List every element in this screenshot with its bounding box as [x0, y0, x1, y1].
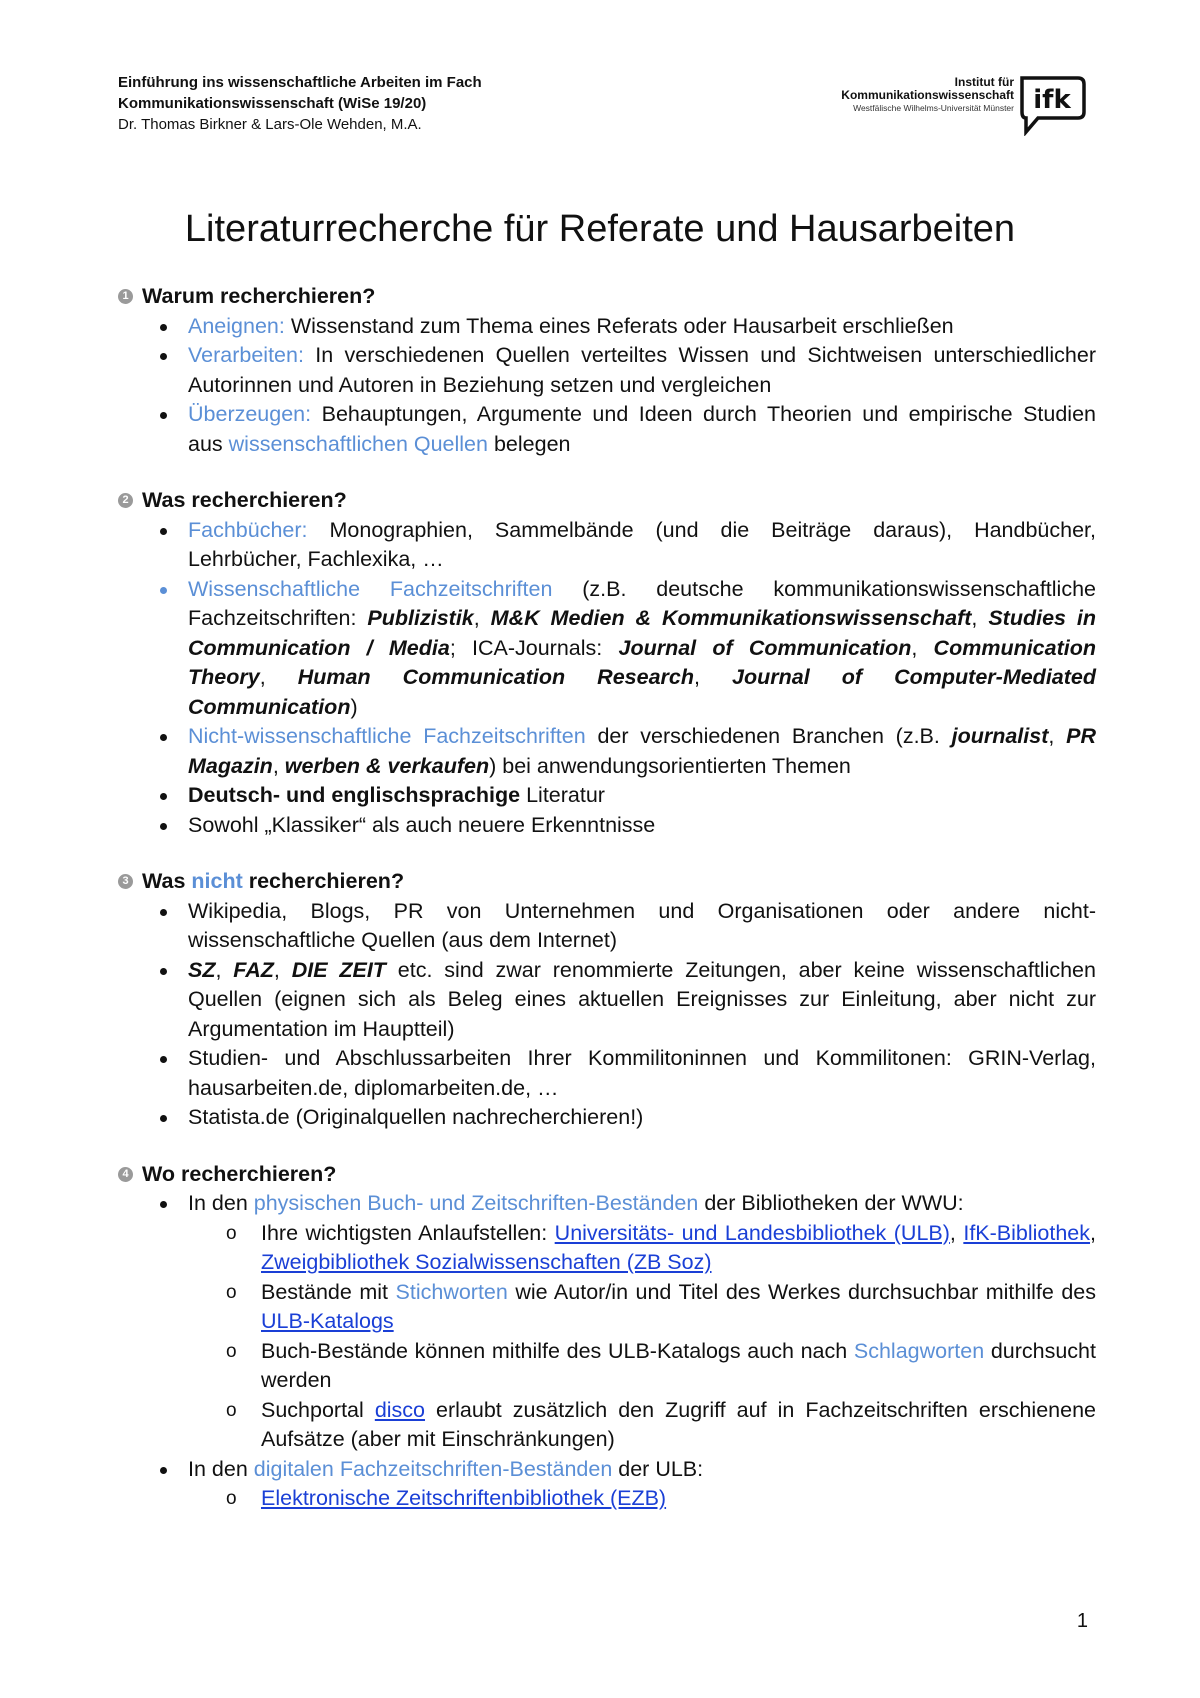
item-text: erlaubt zusätzlich den Zugriff auf in Fachzeitschriften erschienene Aufsätze (aber mit Einschränkungen): [261, 1397, 1096, 1451]
bullet-list: [118, 516, 1096, 841]
heading-emphasis: nicht: [191, 869, 243, 893]
term: Fachbücher:: [188, 517, 308, 542]
list-item: [188, 781, 1096, 811]
list-item: [188, 400, 1096, 459]
item-text: Studien- und Abschlussarbeiten Ihrer Kommilitoninnen und Kommilitonen: GRIN-Verlag, hausarbeiten.de, diplomarbeiten.de, …: [188, 1046, 1096, 1100]
newspaper-title: DIE ZEIT: [291, 957, 386, 982]
zb-soz-link[interactable]: Zweigbibliothek Sozialwissenschaften (ZB Soz): [261, 1250, 712, 1274]
ezb-link[interactable]: Elektronische Zeitschriftenbibliothek (EZB): [261, 1486, 667, 1510]
section-number-badge: 3: [118, 874, 133, 889]
course-title-line-2: Kommunikationswissenschaft (WiSe 19/20): [118, 95, 427, 112]
sub-list: [188, 1219, 1096, 1455]
page-title: Literaturrecherche für Referate und Hausarbeiten: [184, 208, 1016, 250]
sub-list: [188, 1484, 1096, 1514]
magazine-title: PR Magazin: [188, 724, 1096, 778]
item-text: (z.B. deutsche kommunikationswissenschaftliche Fachzeitschriften:: [188, 576, 1096, 630]
list-item: [188, 956, 1096, 1045]
term: Schlagworten: [853, 1338, 985, 1363]
separator: ,: [473, 606, 491, 630]
separator: ,: [272, 753, 285, 778]
separator: ,: [1090, 1220, 1096, 1245]
course-lecturers: Dr. Thomas Birkner & Lars-Ole Wehden, M.A.: [118, 116, 422, 133]
item-text: der verschiedenen Branchen (z.B.: [585, 724, 952, 748]
item-text: belegen: [487, 431, 571, 456]
section-number-badge: 1: [118, 289, 133, 304]
journal-title: Publizistik: [367, 606, 474, 630]
section-heading-text: Warum recherchieren?: [142, 284, 376, 308]
item-text: Sowohl „Klassiker“ als auch neuere Erkenntnisse: [188, 812, 656, 837]
section-number-badge: 4: [118, 1167, 133, 1182]
institute-logo: [836, 74, 1086, 136]
list-item: [188, 1044, 1096, 1103]
term: physischen Buch- und Zeitschriften-Beständen: [253, 1191, 699, 1215]
list-item: [188, 1189, 1096, 1455]
sub-list-item: [261, 1219, 1096, 1278]
bullet-list: [118, 897, 1096, 1133]
separator: ,: [971, 606, 989, 630]
list-item: [188, 811, 1096, 841]
section-heading: [118, 282, 1096, 312]
item-text: Statista.de (Originalquellen nachrecherchieren!): [188, 1105, 644, 1129]
course-title-line-1: Einführung ins wissenschaftliche Arbeiten im Fach: [118, 74, 482, 91]
bullet-list: [118, 1189, 1096, 1514]
section-heading: [118, 867, 1096, 897]
separator: ,: [273, 957, 292, 982]
term: wissenschaftlichen Quellen: [228, 431, 488, 456]
item-text: Behauptungen, Argumente und Ideen durch Theorien und empirische Studien aus: [188, 402, 1096, 456]
journal-title: Journal of Computer-Mediated Communication: [188, 665, 1096, 719]
newspaper-title: FAZ: [233, 957, 274, 982]
logo-line-1: Institut für: [954, 75, 1014, 89]
term: Stichworten: [395, 1279, 508, 1304]
list-item: [188, 1455, 1096, 1514]
term: Aneignen:: [188, 313, 285, 338]
section-heading-text: Wo recherchieren?: [142, 1161, 337, 1186]
journal-title: Studies in Communication / Media: [188, 606, 1097, 660]
sub-list-item: [261, 1396, 1096, 1455]
document-header: [118, 72, 482, 135]
logo-line-2: Kommunikationswissenschaft: [841, 88, 1014, 102]
disco-link[interactable]: disco: [374, 1397, 426, 1422]
section-heading: [118, 486, 1096, 516]
logo-text: [841, 76, 1014, 115]
list-item: [188, 341, 1096, 400]
logo-line-3: Westfälische Wilhelms-Universität Münster: [853, 103, 1014, 113]
section-heading-text: [142, 867, 404, 897]
separator: ,: [1048, 724, 1067, 748]
page-number: 1: [1076, 1610, 1088, 1632]
item-text: Suchportal: [261, 1397, 375, 1422]
separator: ,: [694, 665, 733, 689]
item-text: Monographien, Sammelbände (und die Beiträge daraus), Handbücher, Lehrbücher, Fachlexika, …: [188, 517, 1096, 571]
journal-title: Journal of Communication: [618, 635, 912, 660]
document-body: [118, 282, 1096, 1541]
term: digitalen Fachzeitschriften-Beständen: [253, 1456, 613, 1481]
list-item: [188, 897, 1096, 956]
item-text: Buch-Bestände können mithilfe des ULB-Katalogs auch nach: [261, 1338, 854, 1363]
list-item: [188, 722, 1096, 781]
list-item: [188, 575, 1096, 723]
ifk-logo-icon: [1018, 74, 1086, 136]
separator: ,: [259, 665, 298, 689]
item-text: ): [350, 694, 358, 719]
heading-part: recherchieren?: [242, 869, 405, 893]
section-heading: [118, 1160, 1096, 1190]
list-item: [188, 312, 1096, 342]
item-text: Wikipedia, Blogs, PR von Unternehmen und Organisationen oder andere nicht-wissenschaftliche Quellen (aus dem Internet): [188, 898, 1096, 952]
item-text: Bestände mit: [261, 1279, 396, 1304]
section-heading-text: Was recherchieren?: [142, 488, 347, 512]
section-where: [118, 1160, 1096, 1514]
separator: ,: [215, 957, 234, 982]
term: Wissenschaftliche Fachzeitschriften: [188, 576, 553, 601]
magazine-title: werben & verkaufen: [284, 753, 490, 778]
ulb-link[interactable]: Universitäts- und Landesbibliothek (ULB): [554, 1220, 950, 1245]
bold-term: Deutsch- und englischsprachige: [188, 783, 521, 807]
list-item: [188, 1103, 1096, 1133]
section-what: [118, 486, 1096, 840]
item-text: durchsucht werden: [261, 1338, 1096, 1392]
item-text: In verschiedenen Quellen verteiltes Wissen und Sichtweisen unterschiedlicher Autorinnen und Autoren in Beziehung setzen und vergleichen: [188, 343, 1096, 397]
sub-list-item: [261, 1484, 1096, 1514]
ifk-library-link[interactable]: IfK-Bibliothek: [963, 1220, 1091, 1245]
item-text: ) bei anwendungsorientierten Themen: [489, 753, 851, 778]
sub-list-item: [261, 1278, 1096, 1337]
item-text: wie Autor/in und Titel des Werkes durchsuchbar mithilfe des: [507, 1279, 1096, 1304]
ulb-catalog-link[interactable]: ULB-Katalogs: [261, 1309, 394, 1333]
magazine-title: journalist: [951, 724, 1049, 748]
section-what-not: [118, 867, 1096, 1133]
sub-list-item: [261, 1337, 1096, 1396]
separator: ,: [911, 635, 934, 660]
section-why: [118, 282, 1096, 459]
heading-part: Was: [142, 869, 192, 893]
item-text: Literatur: [520, 783, 605, 807]
item-text: Wissenstand zum Thema eines Referats oder Hausarbeit erschließen: [284, 313, 954, 338]
journal-title: Human Communication Research: [297, 665, 694, 689]
term: Nicht-wissenschaftliche Fachzeitschriften: [188, 724, 586, 748]
journal-title: M&K Medien & Kommunikationswissenschaft: [490, 606, 972, 630]
ifk-logo-mark: ifk: [1033, 85, 1071, 115]
term: Überzeugen:: [188, 402, 312, 426]
list-item: [188, 516, 1096, 575]
newspaper-title: SZ: [188, 957, 216, 982]
journal-title: Communication Theory: [188, 635, 1096, 689]
section-number-badge: 2: [118, 493, 133, 508]
item-text: In den: [188, 1191, 254, 1215]
item-text: der Bibliotheken der WWU:: [698, 1191, 964, 1215]
item-text: etc. sind zwar renommierte Zeitungen, aber keine wissenschaftlichen Quellen (eignen sich als Beleg eines aktuellen Ereignisses zur Einleitung, aber nicht zur Argumentation im Hauptteil): [188, 957, 1096, 1041]
separator: ,: [949, 1220, 964, 1245]
item-text: der ULB:: [612, 1456, 704, 1481]
item-text: In den: [188, 1456, 254, 1481]
item-text: ; ICA-Journals:: [449, 635, 619, 660]
item-text: Ihre wichtigsten Anlaufstellen:: [261, 1220, 555, 1245]
bullet-list: [118, 312, 1096, 460]
term: Verarbeiten:: [188, 343, 304, 367]
